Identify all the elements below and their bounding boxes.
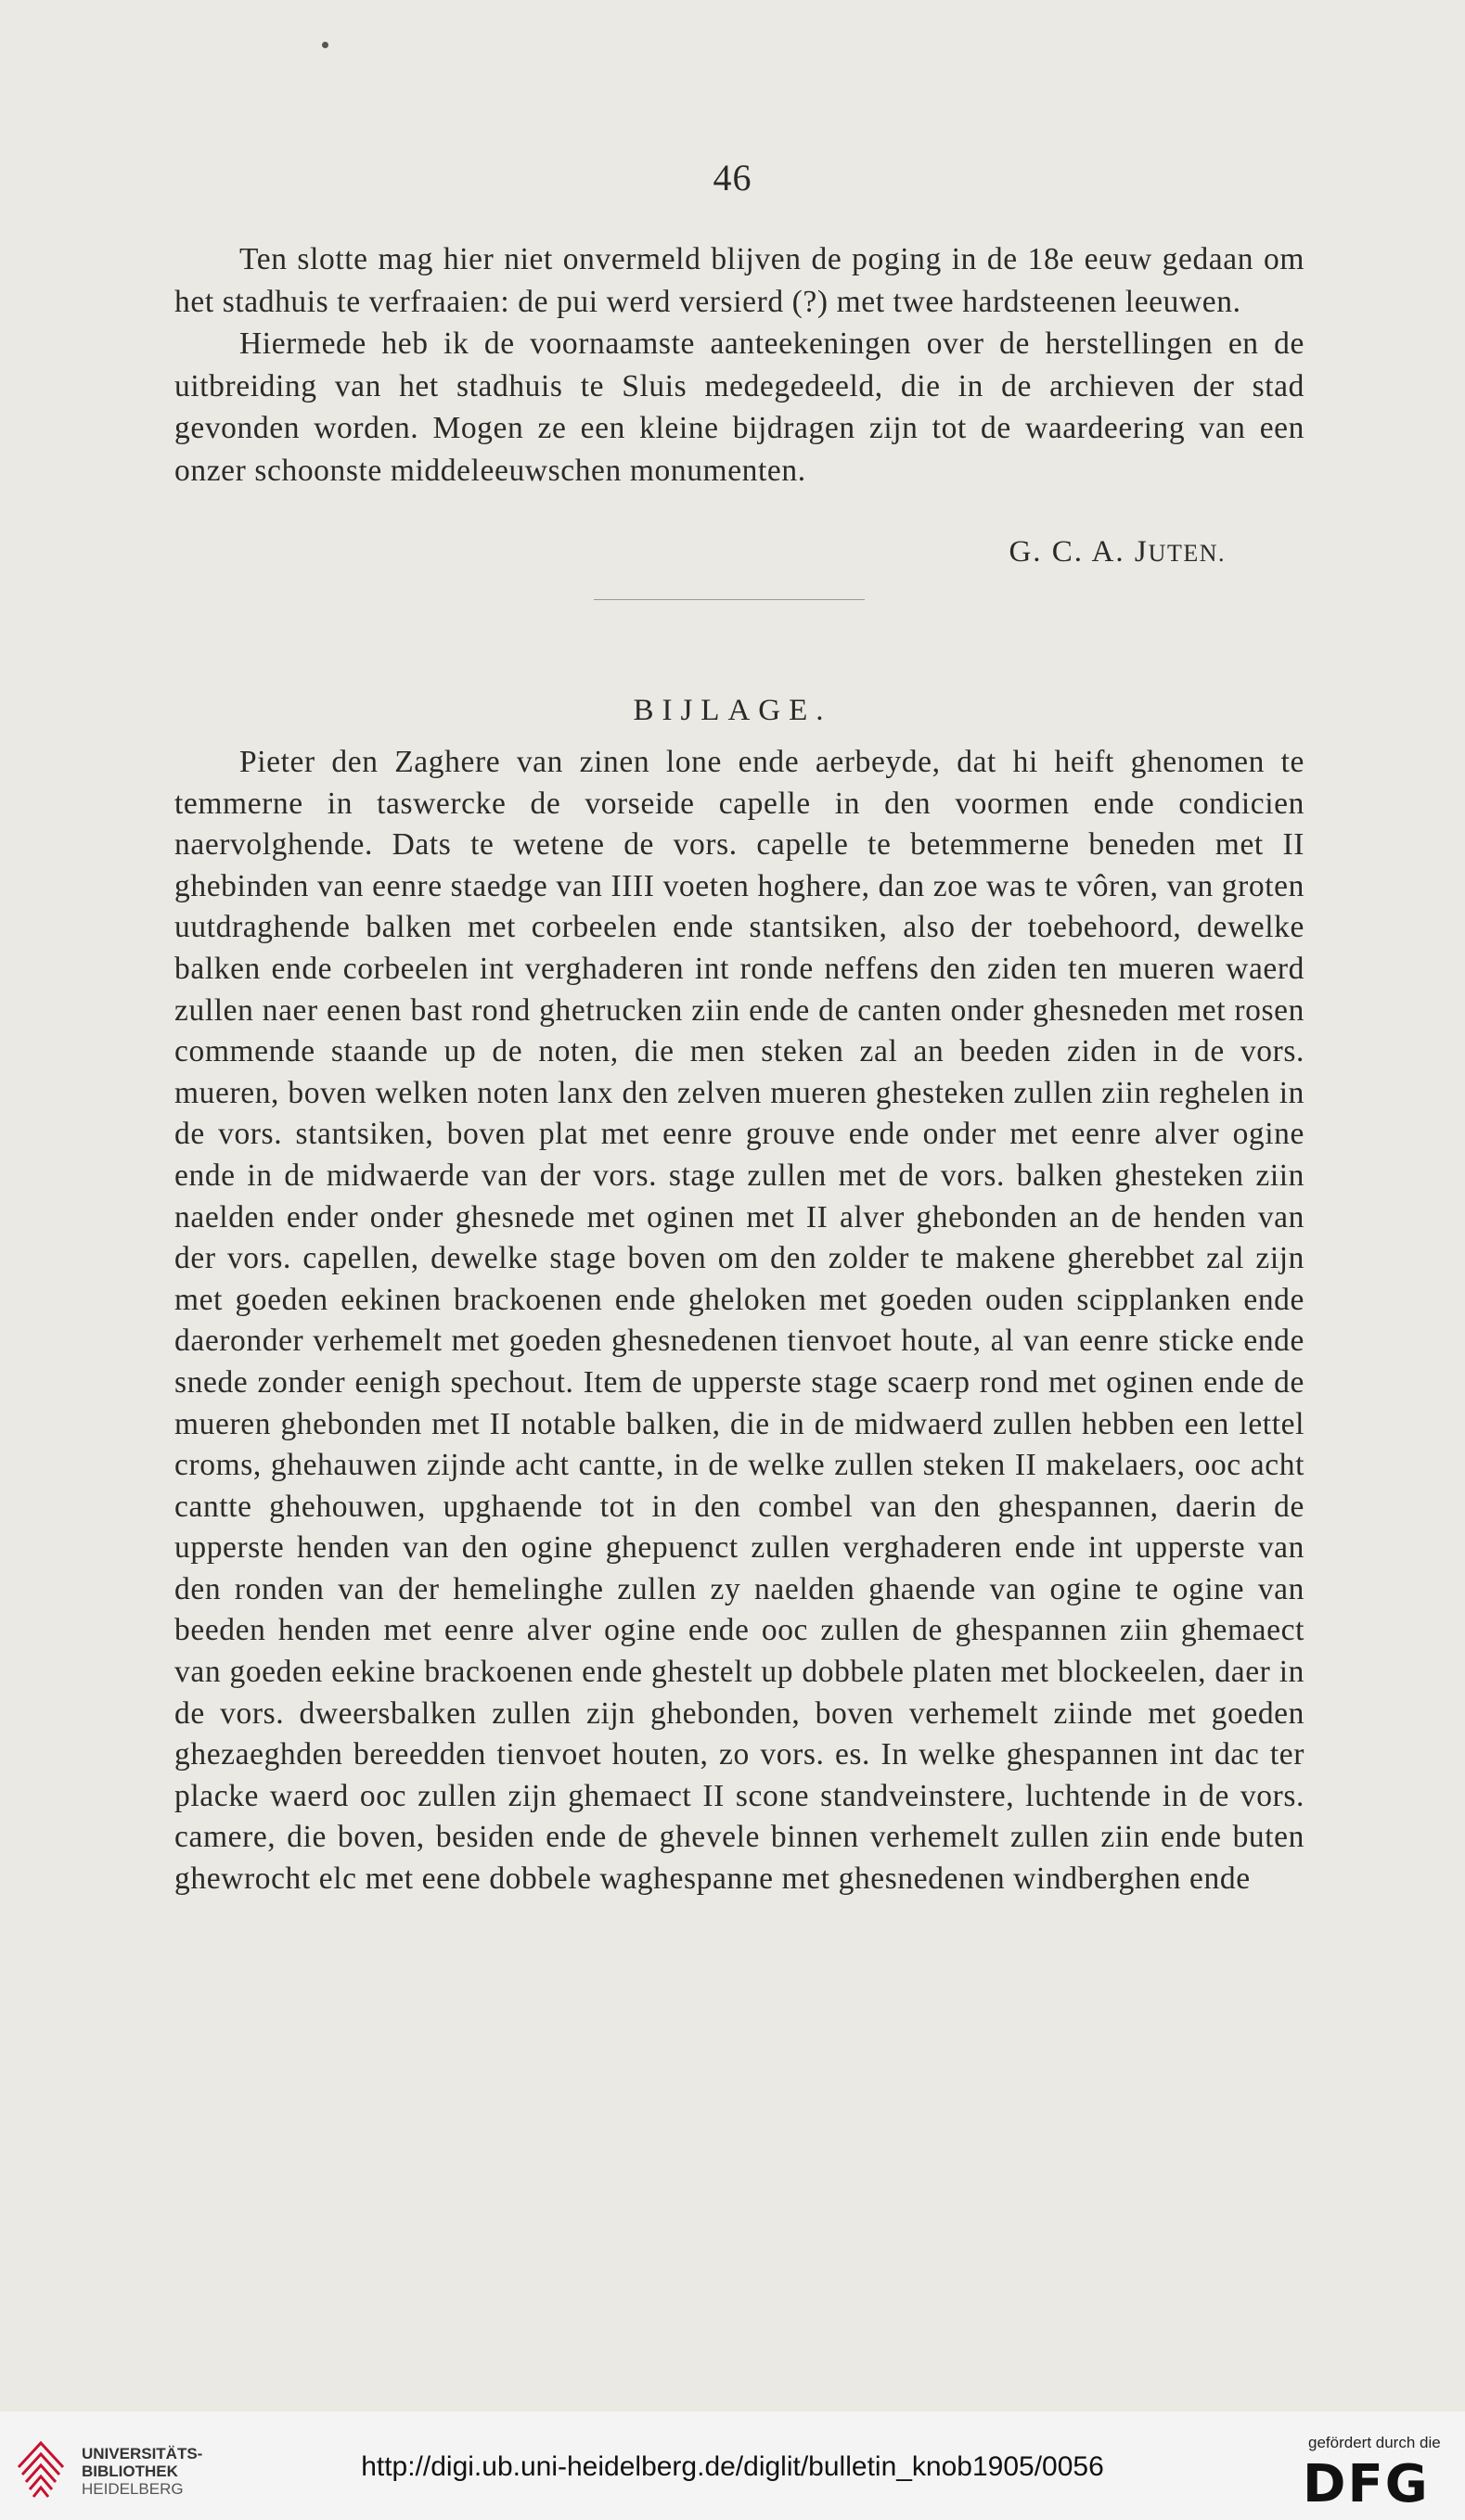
library-name-line2: BIBLIOTHEK	[82, 2462, 178, 2480]
funded-by-label: gefördert durch die	[1308, 2434, 1441, 2451]
library-name-line3: HEIDELBERG	[82, 2480, 184, 2498]
bijlage-text	[174, 742, 1304, 1900]
author-signature	[1009, 535, 1226, 569]
dfg-logo: DFG	[1303, 2454, 1430, 2514]
section-title: BIJLAGE.	[633, 694, 832, 727]
permalink-url[interactable]: http://digi.ub.uni-heidelberg.de/diglit/bulletin_knob1905/0056	[361, 2451, 1104, 2482]
intro-text	[174, 238, 1304, 492]
signature-initials: G. C. A. J	[1009, 535, 1149, 569]
library-name-line1: UNIVERSITÄTS-	[82, 2445, 203, 2462]
page-number: 46	[713, 157, 752, 198]
footer-bar	[0, 2411, 1465, 2520]
intro-paragraph-1: Ten slotte mag hier niet onvermeld blijven de poging in de 18e eeuw gedaan om het stadhuis te verfraaien: de pui werd versierd (?) met twee hardsteenen leeuwen.	[174, 242, 1304, 319]
bijlage-paragraph: Pieter den Zaghere van zinen lone ende aerbeyde, dat hi heift ghenomen te temmerne in taswercke de vorseide capelle in den voormen ende condicien naervolghende. Dats te wetene de vors. capelle te betemmerne beneden met II ghebinden van eenre staedge van IIII voeten hoghere, dan zoe was te vôren, van groten uutdraghende balken met corbeelen ende stantsiken, also der toebehoord, dewelke balken ende corbeelen int verghaderen int ronde neffens den ziden ten mueren waerd zullen naer eenen bast rond ghetrucken ziin ende de canten onder ghesneden met rosen commende staande up de noten, die men steken zal an beeden ziden in de vors. mueren, boven welken noten lanx den zelven mueren ghesteken zullen ziin reghelen in de vors. stantsiken, boven plat met eenre grouve ende onder met eenre alver ogine ende in de midwaerde van der vors. stage zullen met de vors. balken ghesteken ziin naelden ender onder ghesnede met oginen met II alver ghebonden an de henden van der vors. capellen, dewelke stage boven om den zolder te makene gherebbet zal zijn met goeden eekinen brackoenen ende gheloken met goeden ouden scipplanken ende daeronder verhemelt met goeden ghesnedenen tienvoet houte, al van eenre sticke ende snede zonder eenigh spechout. Item de upperste stage scaerp rond met oginen ende de mueren ghebonden met II notable balken, die in de midwaerd zullen hebben een lettel croms, ghehauwen zijnde acht cantte, in de welke zullen steken II makelaers, ooc acht cantte ghehouwen, upghaende tot in den combel van den ghespannen, daerin de upperste henden van den ogine ghepuenct zullen verghaderen ende int upperste van den ronden van der hemelinghe zullen zy naelden ghaende van ogine te ogine van beeden henden met eenre alver ogine ende ooc zullen de ghespannen ziin ghemaect van goeden eekine brackoenen ende ghestelt up dobbele platen met blockeelen, daer in de vors. dweersbalken zullen zijn ghebonden, boven verhemelt ziinde met goeden ghezaeghden bereedden tienvoet houten, zo vors. es. In welke ghespannen int dac ter placke waerd ooc zullen zijn ghemaect II scone standveinstere, luchtende in de vors. camere, die boven, besiden ende de ghevele binnen verhemelt zullen ziin ende buten ghewrocht elc met eene dobbele waghespanne met ghesnedenen windberghen ende	[174, 745, 1304, 1897]
intro-paragraph-2: Hiermede heb ik de voornaamste aanteekeningen over de herstellingen en de uitbreiding van het stadhuis te Sluis medegedeeld, die in de archieven der stad gevonden worden. Mogen ze een kleine bijdragen zijn tot de waardeering van een onzer schoonste middeleeuwschen monumenten.	[174, 326, 1304, 488]
scan-speck	[322, 42, 328, 48]
section-divider	[594, 599, 865, 600]
signature-surname: UTEN.	[1148, 540, 1226, 567]
